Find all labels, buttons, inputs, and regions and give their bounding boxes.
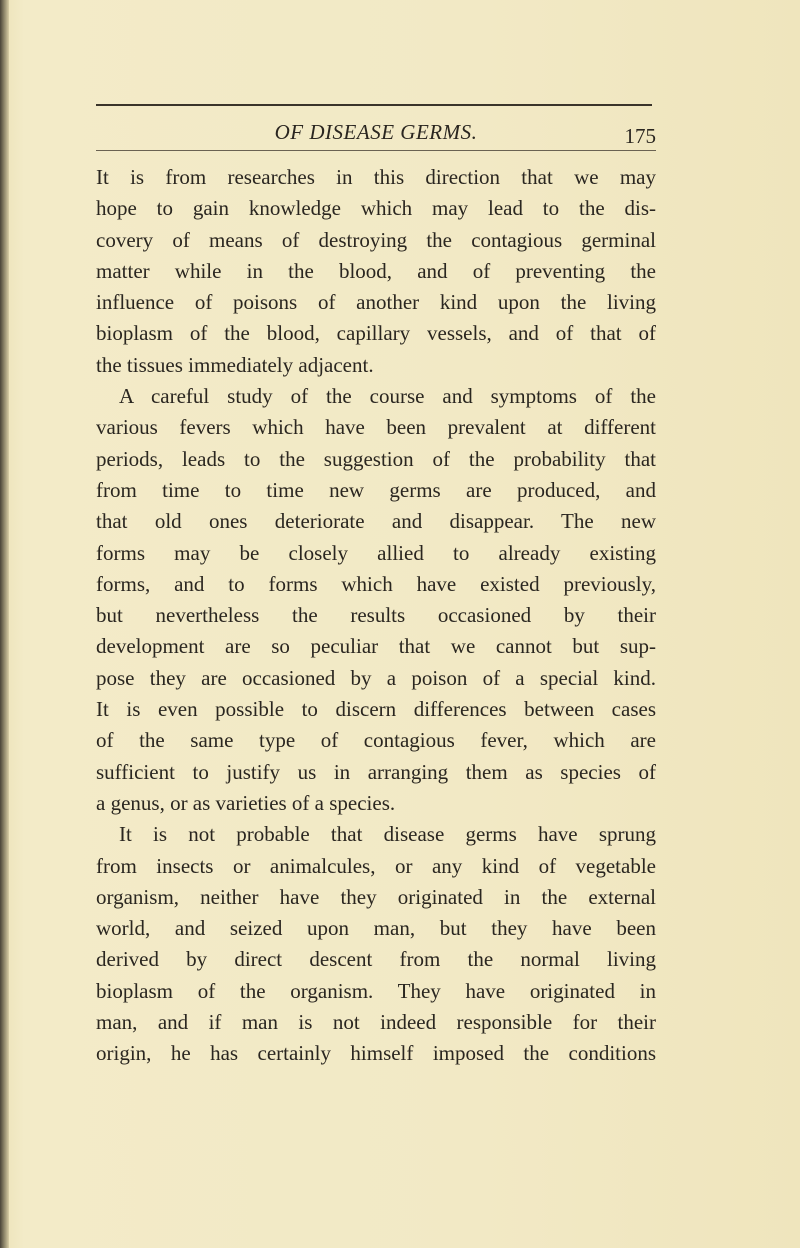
text-line: It is from researches in this direction that we may [96,165,656,189]
page-binding-edge [0,0,9,1248]
text-line: forms, and to forms which have existed previously, [96,571,656,596]
text-line: periods, leads to the suggestion of the probability that [96,446,656,471]
running-head-title: OF DISEASE GERMS. [274,120,478,144]
text-line: bioplasm of the blood, capillary vessels, and of that of [96,321,656,346]
text-line: sufficient to justify us in arranging them as species of [96,759,656,784]
page-number: 175 [624,124,656,148]
text-line: It is not probable that disease germs have sprung [119,822,656,847]
text-line: of the same type of contagious fever, which are [96,728,656,753]
text-line: man, and if man is not indeed responsible for their [96,1010,656,1035]
text-line: hope to gain knowledge which may lead to the dis- [96,196,656,221]
text-line: world, and seized upon man, but they have been [96,916,656,941]
header-rule-top [96,104,652,106]
text-line: from time to time new germs are produced, and [96,477,656,502]
header-rule-bottom [96,150,656,151]
running-head [96,118,656,146]
text-line: A careful study of the course and symptoms of the [119,384,656,409]
text-line: the tissues immediately adjacent. [96,352,374,377]
text-line: influence of poisons of another kind upon the living [96,290,656,315]
text-line: from insects or animalcules, or any kind of vegetable [96,853,656,878]
text-line: a genus, or as varieties of a species. [96,790,396,815]
text-line: that old ones deteriorate and disappear. The new [96,509,656,534]
text-line: derived by direct descent from the normal living [96,947,656,972]
text-line: bioplasm of the organism. They have originated in [96,978,656,1003]
body-text [96,162,656,1070]
text-line: pose they are occasioned by a poison of a special kind. [96,665,656,690]
text-line: but nevertheless the results occasioned by their [96,603,656,628]
text-line: organism, neither have they originated in the external [96,884,656,909]
text-line: development are so peculiar that we cannot but sup- [96,634,656,659]
text-line: covery of means of destroying the contagious germinal [96,227,656,252]
text-line: various fevers which have been prevalent at different [96,415,656,440]
text-line: matter while in the blood, and of preventing the [96,258,656,283]
text-line: forms may be closely allied to already existing [96,540,656,565]
text-line: origin, he has certainly himself imposed the conditions [96,1041,656,1066]
text-line: It is even possible to discern differences between cases [96,697,656,722]
